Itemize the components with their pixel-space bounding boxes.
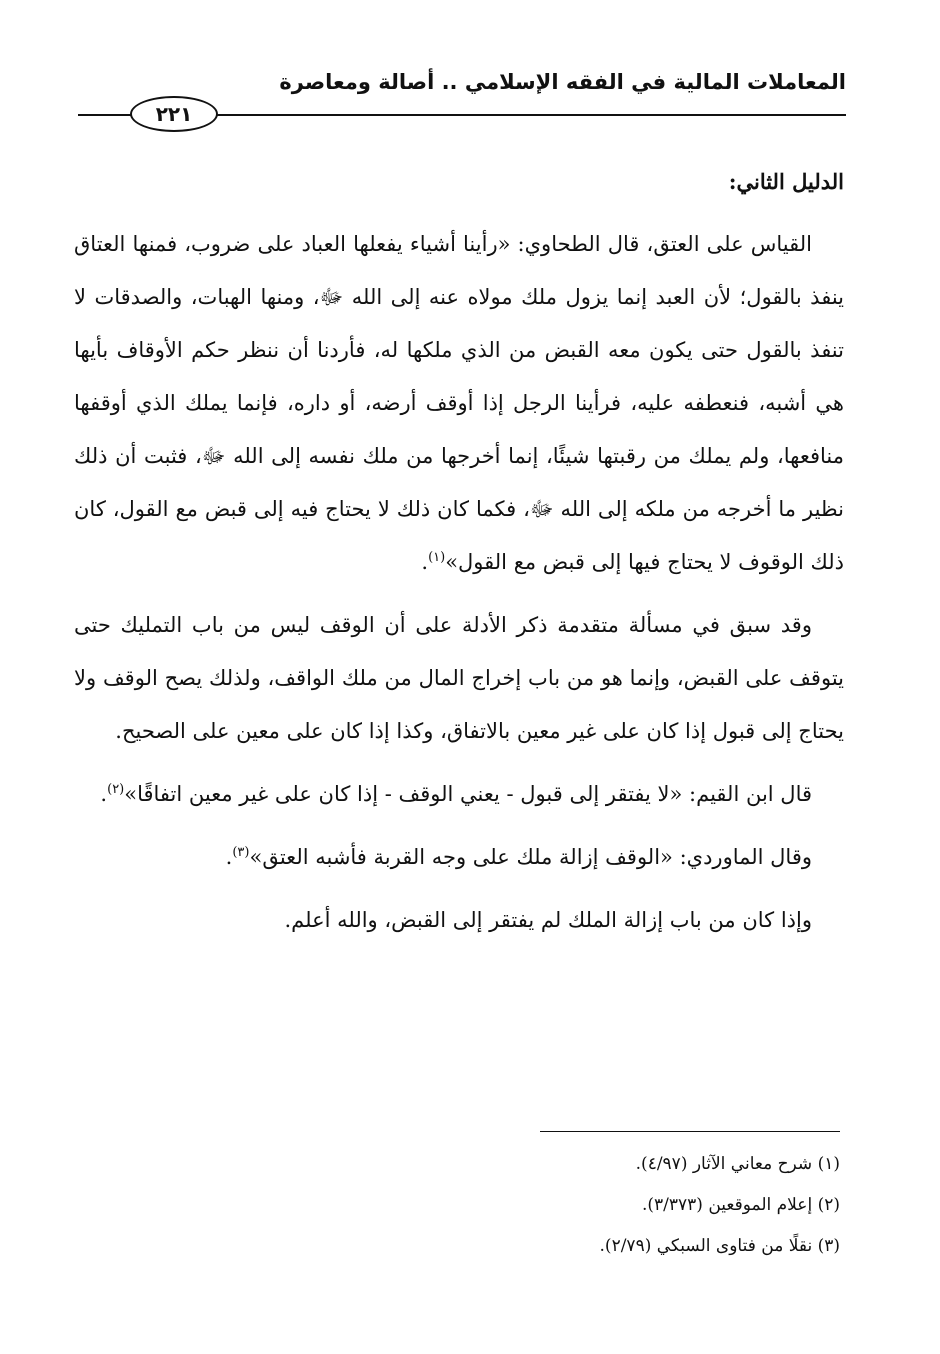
paragraph-1-end: . (421, 550, 429, 574)
paragraph-1-text: القياس على العتق، قال الطحاوي: «رأينا أشياء يفعلها العباد على ضروب، فمنها العتاق ينفذ بالقول؛ لأن العبد إنما يزول ملك مولاه عنه إلى الله ﷻ، ومنها الهبات، والصدقات لا تنفذ بالقول حتى يكون معه القبض من الذي ملكها له، فأردنا أن ننظر حكم الأوقاف بأيها هي أشبه، فنعطفه عليه، فرأينا الرجل إذا أوقف أرضه، أو داره، فإنما يملك الذي أوقفها منافعها، ولم يملك من رقبتها شيئًا، إنما أخرجها من ملك نفسه إلى الله ﷻ، فثبت أن ذلك نظير ما أخرجه من ملكه إلى الله ﷻ، فكما كان ذلك لا يحتاج فيه إلى قبض مع القول، كان ذلك الوقوف لا يحتاج فيها إلى قبض مع القول» (74, 232, 844, 574)
paragraph-5: وإذا كان من باب إزالة الملك لم يفتقر إلى القبض، والله أعلم. (284, 908, 812, 932)
footnote-2: (٢) إعلام الموقعين (٣/٣٧٣). (641, 1195, 840, 1215)
footnote-1: (١) شرح معاني الآثار (٤/٩٧). (635, 1154, 840, 1174)
footnote-3: (٣) نقلًا من فتاوى السبكي (٢/٧٩). (599, 1236, 840, 1256)
page-number-badge: ٢٢١ (130, 96, 218, 132)
paragraph-4-end: . (225, 845, 233, 869)
paragraph-3-end: . (100, 782, 108, 806)
footnote-ref-3: (٣) (232, 845, 250, 860)
paragraph-2: وقد سبق في مسألة متقدمة ذكر الأدلة على أن الوقف ليس من باب التمليك حتى يتوقف على القبض، وإنما هو من باب إخراج المال من ملك الواقف، ولذلك يصح الوقف ولا يحتاج إلى قبول إذا كان على غير معين بالاتفاق، وكذا إذا كان على معين على الصحيح. (74, 613, 844, 743)
paragraph-3 (74, 768, 844, 821)
paragraph-1 (74, 218, 844, 589)
page-header (78, 60, 846, 130)
footnote-separator (540, 1131, 840, 1132)
footnote-ref-1: (١) (428, 550, 446, 565)
running-title: المعاملات المالية في الفقه الإسلامي .. أصالة ومعاصرة (279, 70, 846, 94)
section-heading: الدليل الثاني: (728, 169, 844, 194)
paragraph-4-text: وقال الماوردي: «الوقف إزالة ملك على وجه القربة فأشبه العتق» (249, 845, 812, 869)
main-text (74, 155, 844, 957)
footnotes (400, 1144, 840, 1267)
paragraph-4 (74, 831, 844, 884)
footnote-ref-2: (٢) (107, 782, 125, 797)
paragraph-3-text: قال ابن القيم: «لا يفتقر إلى قبول - يعني الوقف - إذا كان على غير معين اتفاقًا» (124, 782, 812, 806)
